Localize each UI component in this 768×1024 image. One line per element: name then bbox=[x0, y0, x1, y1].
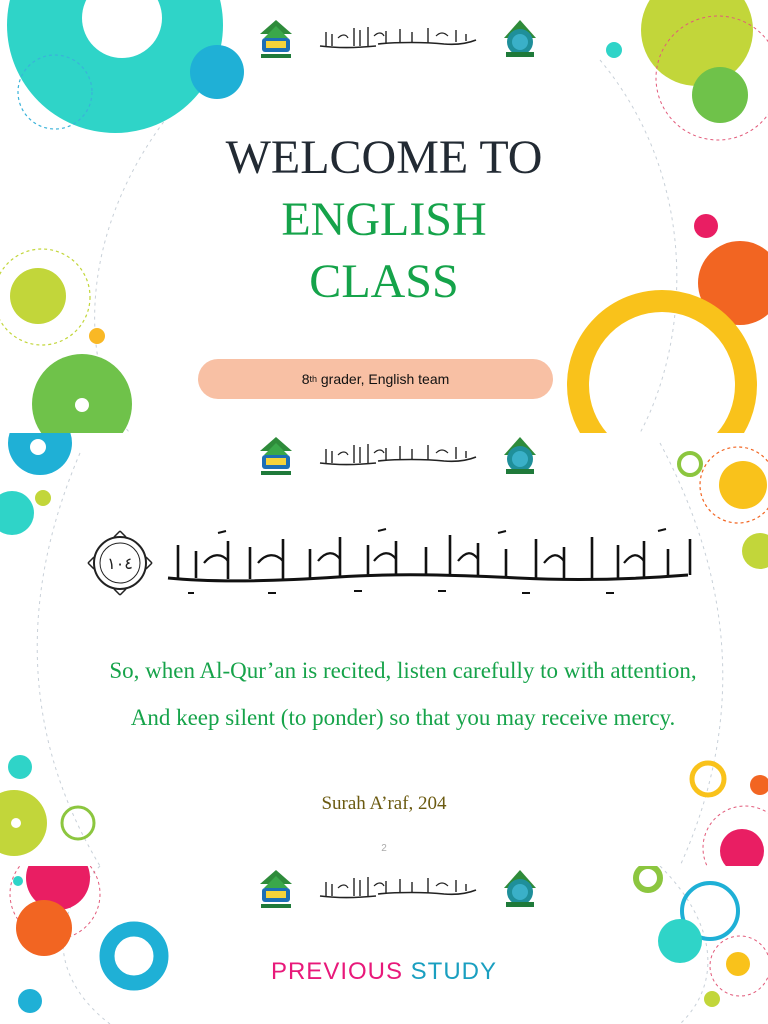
basmala-calligraphy-icon bbox=[316, 872, 486, 906]
school-logo-icon bbox=[258, 435, 294, 477]
previous-word: PREVIOUS bbox=[270, 958, 403, 985]
translation-line-2: And keep silent (to ponder) so that you may receive mercy. bbox=[130, 705, 676, 730]
verse-reference: Surah A’raf, 204 bbox=[321, 793, 447, 814]
previous-study-heading bbox=[0, 958, 768, 986]
header-logos bbox=[258, 435, 538, 479]
basmala-calligraphy-icon bbox=[316, 439, 486, 473]
slide-welcome bbox=[0, 0, 768, 433]
subtitle-ordinal: th bbox=[309, 374, 317, 384]
svg-text:١٠٤: ١٠٤ bbox=[107, 554, 133, 573]
title-welcome-to: WELCOME TO bbox=[225, 131, 543, 184]
subtitle-text: grader, English team bbox=[317, 371, 450, 387]
school-seal-icon bbox=[502, 868, 538, 910]
title-class: CLASS bbox=[309, 255, 459, 308]
school-seal-icon bbox=[502, 18, 538, 60]
header-logos bbox=[258, 18, 538, 62]
page-number: 2 bbox=[381, 843, 387, 854]
translation-line-1: So, when Al-Qur’an is recited, listen carefully to with attention, bbox=[109, 658, 697, 683]
subtitle-grade: 8 bbox=[301, 371, 310, 387]
title-english: ENGLISH bbox=[281, 193, 487, 246]
header-logos bbox=[258, 868, 538, 912]
school-seal-icon bbox=[502, 435, 538, 477]
slide-verse bbox=[0, 433, 768, 866]
basmala-calligraphy-icon bbox=[316, 22, 486, 56]
slide-previous-study bbox=[0, 866, 768, 1024]
quran-verse-calligraphy-icon bbox=[78, 523, 718, 603]
school-logo-icon bbox=[258, 868, 294, 910]
study-word: STUDY bbox=[410, 958, 498, 985]
subtitle-pill bbox=[198, 359, 553, 399]
school-logo-icon bbox=[258, 18, 294, 60]
